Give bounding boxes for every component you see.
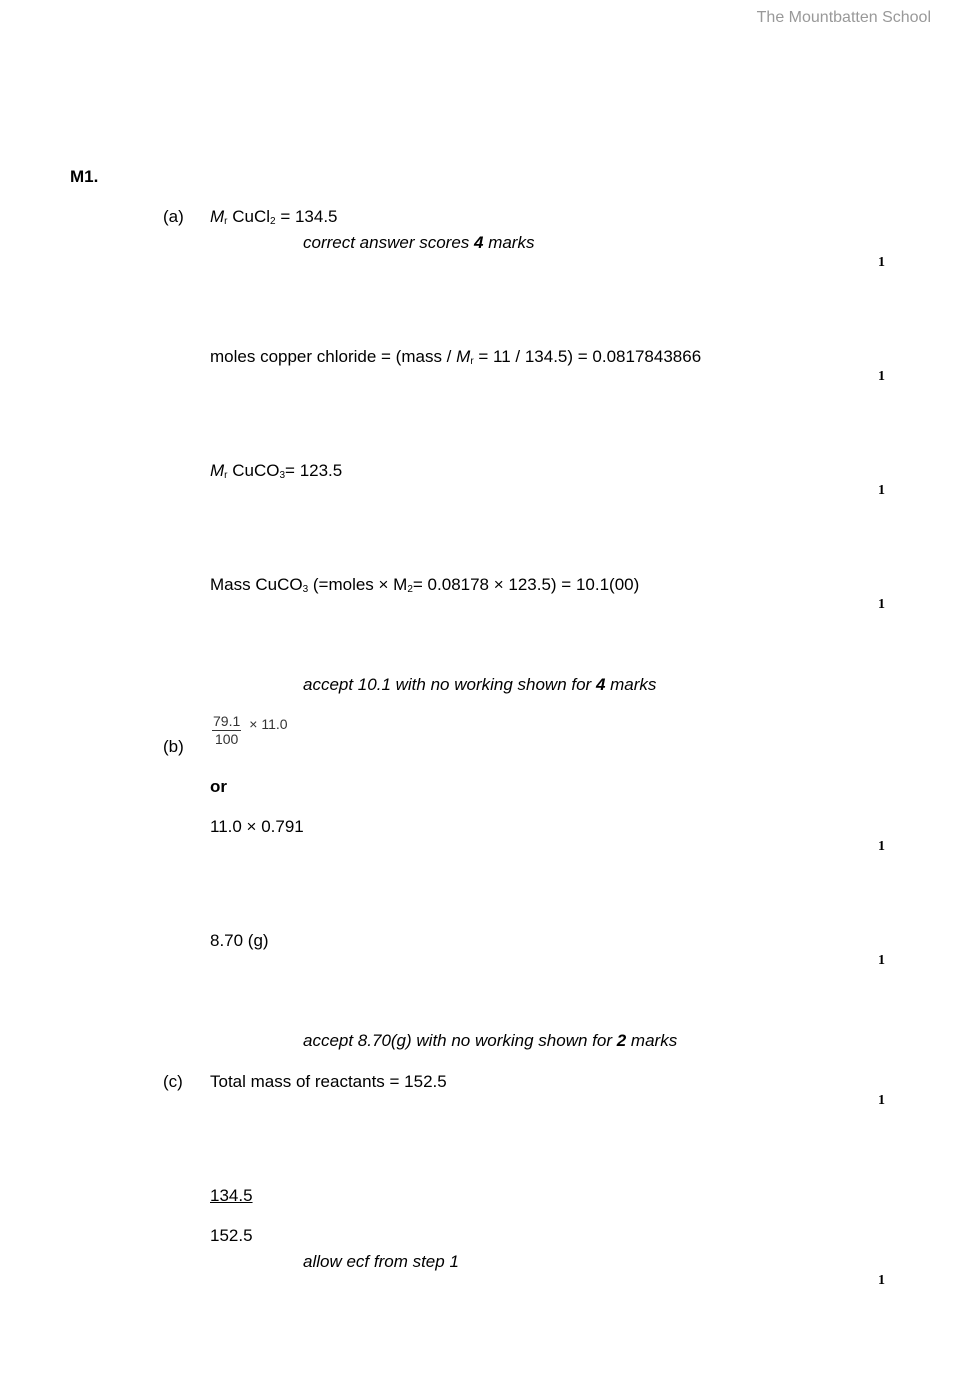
moles-value: = 11 / 134.5) = 0.0817843866: [473, 347, 702, 366]
part-b-note-accept: [303, 1031, 677, 1051]
mark-b1: 1: [878, 839, 885, 854]
part-a-mr-cucl2: [210, 207, 338, 227]
part-c-line1: Total mass of reactants = 152.5: [210, 1072, 447, 1091]
fraction-denominator: 100: [214, 731, 239, 747]
subscript-3: 3: [302, 584, 309, 595]
formula-text: CuCO: [227, 461, 280, 480]
mr-symbol: M: [210, 461, 225, 480]
mass-value: = 0.08178 × 123.5) = 10.1(00): [412, 575, 640, 594]
part-a-mass-line: [210, 575, 639, 595]
fraction-numerator: 79.1: [213, 713, 241, 729]
note-text-end: marks: [626, 1031, 678, 1050]
subscript-r: r: [224, 216, 228, 227]
note-text-end: marks: [483, 233, 535, 252]
part-b-label: (b): [163, 737, 184, 756]
mark-a4: 1: [878, 597, 885, 612]
part-a-moles-line: [210, 347, 701, 367]
mark-a1: 1: [878, 255, 885, 270]
part-b-or: or: [210, 777, 227, 796]
school-header: The Mountbatten School: [756, 9, 931, 26]
formula-text: CuCl: [227, 207, 271, 226]
part-b-line3: 8.70 (g): [210, 931, 269, 950]
note-text-end: marks: [605, 675, 657, 694]
mark-a3: 1: [878, 483, 885, 498]
part-a-mr-cuco3: [210, 461, 342, 481]
formula-value: = 123.5: [285, 461, 343, 480]
note-bold: 4: [595, 675, 606, 694]
part-c-note: allow ecf from step 1: [303, 1252, 459, 1271]
mass-mid: (=moles × M: [308, 575, 408, 594]
note-text: accept 10.1 with no working shown for: [303, 675, 596, 694]
note-text: accept 8.70(g) with no working shown for: [303, 1031, 617, 1050]
note-bold: 4: [474, 233, 484, 252]
mark-c2: 1: [878, 1273, 885, 1288]
mr-symbol: M: [456, 347, 471, 366]
part-c-label: (c): [163, 1072, 183, 1091]
question-number: M1.: [70, 167, 99, 186]
part-c-denominator: 152.5: [210, 1226, 253, 1245]
mark-c1: 1: [878, 1093, 885, 1108]
mr-symbol: M: [210, 207, 225, 226]
part-c-numerator: 134.5: [210, 1186, 253, 1205]
moles-text: moles copper chloride = (mass /: [210, 347, 457, 366]
subscript-r: r: [224, 470, 228, 481]
fraction-expression: [212, 713, 288, 748]
part-b-line2: 11.0 × 0.791: [210, 817, 304, 836]
note-text: correct answer scores: [303, 233, 474, 252]
subscript-2: 2: [270, 216, 276, 227]
part-a-note-correct: [303, 233, 534, 253]
subscript-2: 2: [407, 584, 413, 595]
note-bold: 2: [616, 1031, 627, 1050]
part-a-note-accept: [303, 675, 656, 695]
mark-b2: 1: [878, 953, 885, 968]
mark-a2: 1: [878, 369, 885, 384]
part-a-label: (a): [163, 207, 184, 226]
fraction-multiplier: × 11.0: [249, 715, 288, 732]
formula-value: = 134.5: [275, 207, 338, 226]
subscript-r: r: [470, 356, 474, 367]
mass-text: Mass CuCO: [210, 575, 303, 594]
fraction: [212, 713, 241, 748]
subscript-3: 3: [279, 470, 286, 481]
